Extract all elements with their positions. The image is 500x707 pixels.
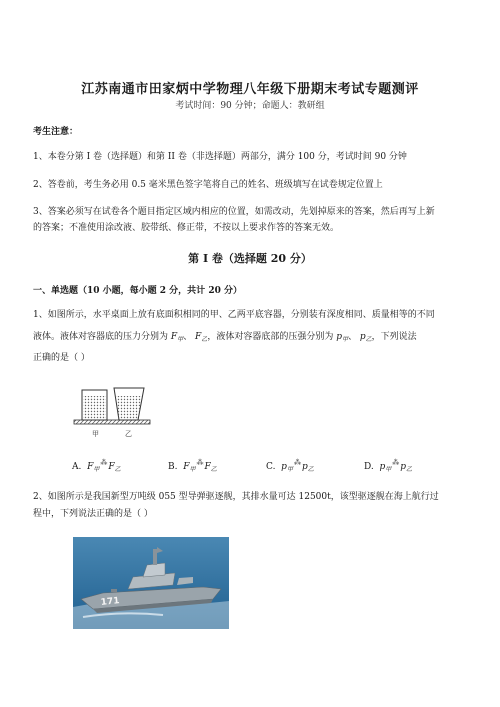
q1-text-c: ，下列说法 bbox=[371, 332, 417, 342]
notice-item-2: 2、答卷前，考生务必用 0.5 毫米黑色签字笔将自己的姓名、班级填写在试卷规定位置上 bbox=[33, 180, 383, 190]
liquid-jia bbox=[83, 396, 106, 419]
section-title: 第 I 卷（选择题 20 分） bbox=[188, 252, 312, 265]
figure-label-yi: 乙 bbox=[125, 430, 132, 438]
liquid-yi bbox=[116, 396, 142, 419]
option-b[interactable]: B. $F_甲^⁂F_乙$ bbox=[168, 459, 217, 473]
q1-f-jia: $F_甲$ bbox=[170, 332, 184, 343]
q1-p-yi: $p_乙$ bbox=[359, 332, 372, 343]
notice-item-3: 3、答案必须写在试卷各个题目指定区域内相应的位置，如需改动，先划掉原来的答案，然后再写上新 bbox=[33, 207, 435, 217]
table-surface bbox=[74, 420, 150, 424]
q1-text-b: ，液体对容器底部的压强分别为 bbox=[207, 332, 334, 342]
q1-line1: 1、如图所示，水平桌面上放有底面积相同的甲、乙两平底容器，分别装有深度相同、质量相等的不同 bbox=[33, 310, 435, 320]
q1-text-a: 液体。液体对容器底的压力分别为 bbox=[33, 332, 169, 342]
option-a[interactable]: A. $F_甲^⁂F_乙$ bbox=[72, 459, 121, 473]
figure-label-jia: 甲 bbox=[92, 430, 99, 438]
notice-item-1: 1、本卷分第 I 卷（选择题）和第 II 卷（非选择题）两部分，满分 100 分，考试时间 90 分钟 bbox=[33, 152, 407, 162]
option-d[interactable]: D. $p_甲^⁂p_乙$ bbox=[364, 459, 413, 473]
q2-line2: 程中，下列说法正确的是（ ） bbox=[33, 509, 153, 519]
option-c[interactable]: C. $p_甲^⁂p_乙$ bbox=[266, 459, 314, 473]
containers-figure bbox=[72, 380, 154, 440]
notice-heading: 考生注意： bbox=[33, 127, 79, 137]
notice-item-3-cont: 的答案；不准使用涂改液、胶带纸、修正带，不按以上要求作答的答案无效。 bbox=[33, 223, 340, 233]
q1-p-jia: $p_甲$ bbox=[336, 332, 348, 343]
part-heading: 一、单选题（10 小题，每小题 2 分，共计 20 分） bbox=[33, 286, 242, 296]
q2-line1: 2、如图所示是我国新型万吨级 055 型导弹驱逐舰，其排水量可达 12500t，该型驱逐舰在海上航行过 bbox=[33, 492, 439, 502]
q1-line2: 液体。液体对容器底的压力分别为 $F_甲$、 $F_乙$，液体对容器底部的压强分别为 $p_甲$、 $p_乙$，下列说法 bbox=[33, 332, 417, 343]
page-subtitle: 考试时间：90 分钟；命题人：教研组 bbox=[175, 101, 325, 111]
q1-f-yi: $F_乙$ bbox=[195, 332, 208, 343]
hull-number: 171 bbox=[100, 596, 121, 608]
q1-line3: 正确的是（ ） bbox=[33, 353, 90, 363]
destroyer-photo bbox=[73, 537, 229, 629]
page-title: 江苏南通市田家炳中学物理八年级下册期末考试专题测评 bbox=[81, 82, 419, 97]
